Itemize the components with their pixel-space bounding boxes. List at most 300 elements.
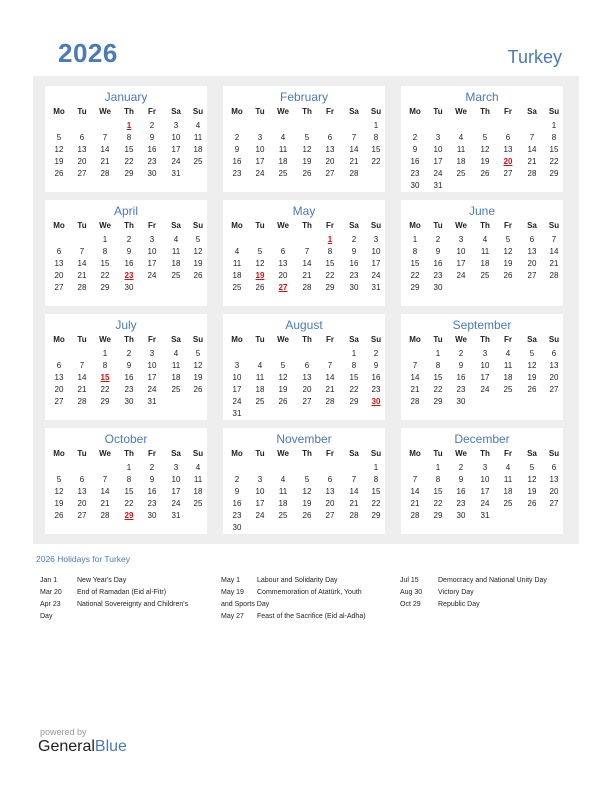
day-cell: 24 xyxy=(171,499,181,508)
day-cell: 11 xyxy=(255,373,265,382)
day-cell: 23 xyxy=(456,499,466,508)
powered-by-text: powered by xyxy=(40,727,87,737)
day-cell: 24 xyxy=(480,385,490,394)
holiday-date: May 27 xyxy=(221,613,244,620)
day-cell: 11 xyxy=(503,475,513,484)
weekday-header: Mo xyxy=(231,107,243,116)
day-cell: 18 xyxy=(278,499,288,508)
day-cell: 6 xyxy=(304,361,310,370)
month-february xyxy=(223,86,385,192)
day-cell: 22 xyxy=(100,271,110,280)
holiday-date: Apr 23 xyxy=(40,601,61,608)
holiday-entry xyxy=(221,575,411,587)
weekday-header: Su xyxy=(192,449,204,458)
day-cell: 15 xyxy=(549,145,559,154)
weekday-header: Tu xyxy=(77,335,87,344)
holiday-day-cell: 30 xyxy=(371,397,381,406)
day-cell: 20 xyxy=(325,499,335,508)
day-cell: 5 xyxy=(56,133,62,142)
day-cell: 27 xyxy=(77,169,87,178)
day-cell: 4 xyxy=(505,463,511,472)
weekday-header: Mo xyxy=(409,107,421,116)
day-cell: 7 xyxy=(529,133,535,142)
day-cell: 11 xyxy=(480,247,490,256)
day-cell: 16 xyxy=(124,259,134,268)
weekday-header: Th xyxy=(480,449,490,458)
weekday-header: Su xyxy=(192,221,204,230)
day-cell: 7 xyxy=(304,247,310,256)
day-cell: 2 xyxy=(126,235,132,244)
day-cell: 12 xyxy=(278,373,288,382)
day-cell: 12 xyxy=(193,361,203,370)
day-cell: 10 xyxy=(255,487,265,496)
day-cell: 20 xyxy=(77,499,87,508)
weekday-header: Su xyxy=(548,335,560,344)
day-cell: 8 xyxy=(126,133,132,142)
day-cell: 28 xyxy=(410,397,420,406)
day-cell: 12 xyxy=(255,259,265,268)
day-cell: 5 xyxy=(280,361,286,370)
day-cell: 24 xyxy=(433,169,443,178)
day-cell: 17 xyxy=(255,499,265,508)
day-cell: 8 xyxy=(102,247,108,256)
day-cell: 12 xyxy=(527,361,537,370)
day-cell: 20 xyxy=(325,157,335,166)
weekday-header: Sa xyxy=(349,335,359,344)
day-cell: 18 xyxy=(171,259,181,268)
day-cell: 4 xyxy=(482,235,488,244)
holiday-date: May 19 xyxy=(221,589,244,596)
day-cell: 21 xyxy=(325,385,335,394)
day-cell: 17 xyxy=(232,385,242,394)
day-cell: 1 xyxy=(102,349,108,358)
day-cell: 5 xyxy=(482,133,488,142)
day-cell: 18 xyxy=(232,271,242,280)
day-cell: 13 xyxy=(77,145,87,154)
weekday-header: Su xyxy=(370,335,382,344)
weekday-header: Sa xyxy=(171,335,181,344)
day-cell: 3 xyxy=(257,133,263,142)
holiday-day-cell: 23 xyxy=(124,271,134,280)
day-cell: 20 xyxy=(527,259,537,268)
day-cell: 30 xyxy=(456,511,466,520)
day-cell: 23 xyxy=(371,385,381,394)
day-cell: 15 xyxy=(433,487,443,496)
day-cell: 15 xyxy=(349,373,359,382)
day-cell: 25 xyxy=(171,271,181,280)
day-cell: 11 xyxy=(193,133,203,142)
day-cell: 25 xyxy=(232,283,242,292)
weekday-header: Mo xyxy=(53,221,65,230)
weekday-header: Th xyxy=(124,221,134,230)
weekday-header: Fr xyxy=(148,449,156,458)
day-cell: 6 xyxy=(551,349,557,358)
day-cell: 27 xyxy=(527,271,537,280)
day-cell: 19 xyxy=(302,499,312,508)
day-cell: 14 xyxy=(349,487,359,496)
day-cell: 25 xyxy=(278,169,288,178)
day-cell: 26 xyxy=(527,385,537,394)
month-title: August xyxy=(285,318,323,332)
day-cell: 13 xyxy=(77,487,87,496)
day-cell: 24 xyxy=(371,271,381,280)
day-cell: 13 xyxy=(302,373,312,382)
day-cell: 17 xyxy=(171,145,181,154)
day-cell: 13 xyxy=(54,373,64,382)
day-cell: 26 xyxy=(527,499,537,508)
day-cell: 20 xyxy=(54,385,64,394)
day-cell: 27 xyxy=(54,283,64,292)
day-cell: 31 xyxy=(171,169,181,178)
day-cell: 10 xyxy=(171,133,181,142)
day-cell: 24 xyxy=(171,157,181,166)
month-title: December xyxy=(454,432,510,446)
day-cell: 16 xyxy=(147,145,157,154)
weekday-header: Fr xyxy=(504,221,512,230)
day-cell: 12 xyxy=(54,145,64,154)
holiday-day-cell: 19 xyxy=(255,271,265,280)
day-cell: 14 xyxy=(527,145,537,154)
day-cell: 2 xyxy=(234,133,240,142)
weekday-header: We xyxy=(99,221,111,230)
day-cell: 6 xyxy=(505,133,511,142)
day-cell: 30 xyxy=(124,397,134,406)
day-cell: 15 xyxy=(124,145,134,154)
weekday-header: Tu xyxy=(77,107,87,116)
day-cell: 22 xyxy=(325,271,335,280)
day-cell: 3 xyxy=(173,121,179,130)
day-cell: 9 xyxy=(149,475,155,484)
day-cell: 11 xyxy=(193,475,203,484)
day-cell: 28 xyxy=(100,169,110,178)
day-cell: 18 xyxy=(503,487,513,496)
day-cell: 14 xyxy=(410,373,420,382)
day-cell: 8 xyxy=(435,475,441,484)
day-cell: 15 xyxy=(100,259,110,268)
weekday-header: Tu xyxy=(77,449,87,458)
day-cell: 11 xyxy=(232,259,242,268)
day-cell: 26 xyxy=(193,271,203,280)
holidays-title: 2026 Holidays for Turkey xyxy=(36,554,131,564)
day-cell: 30 xyxy=(124,283,134,292)
day-cell: 31 xyxy=(371,283,381,292)
holiday-name: Republic Day xyxy=(438,601,480,608)
day-cell: 19 xyxy=(54,499,64,508)
day-cell: 28 xyxy=(349,511,359,520)
day-cell: 4 xyxy=(280,133,286,142)
weekday-header: Mo xyxy=(231,335,243,344)
day-cell: 12 xyxy=(527,475,537,484)
day-cell: 22 xyxy=(124,499,134,508)
day-cell: 1 xyxy=(435,349,441,358)
holiday-name: New Year's Day xyxy=(77,577,127,584)
weekday-header: We xyxy=(277,107,289,116)
day-cell: 14 xyxy=(77,259,87,268)
weekday-header: Su xyxy=(548,107,560,116)
day-cell: 20 xyxy=(54,271,64,280)
day-cell: 20 xyxy=(278,271,288,280)
day-cell: 30 xyxy=(456,397,466,406)
day-cell: 10 xyxy=(147,361,157,370)
day-cell: 14 xyxy=(410,487,420,496)
day-cell: 16 xyxy=(124,373,134,382)
day-cell: 2 xyxy=(435,235,441,244)
weekday-header: Mo xyxy=(231,221,243,230)
day-cell: 28 xyxy=(349,169,359,178)
day-cell: 3 xyxy=(149,349,155,358)
weekday-header: Tu xyxy=(255,221,265,230)
weekday-header: Sa xyxy=(527,221,537,230)
day-cell: 22 xyxy=(371,157,381,166)
weekday-header: Mo xyxy=(409,335,421,344)
day-cell: 8 xyxy=(351,361,357,370)
day-cell: 15 xyxy=(410,259,420,268)
day-cell: 21 xyxy=(77,271,87,280)
day-cell: 27 xyxy=(325,169,335,178)
day-cell: 7 xyxy=(351,133,357,142)
day-cell: 26 xyxy=(302,169,312,178)
weekday-header: We xyxy=(455,107,467,116)
day-cell: 19 xyxy=(302,157,312,166)
weekday-header: Th xyxy=(124,335,134,344)
day-cell: 14 xyxy=(549,247,559,256)
day-cell: 7 xyxy=(412,475,418,484)
weekday-header: Su xyxy=(370,107,382,116)
day-cell: 12 xyxy=(302,145,312,154)
day-cell: 23 xyxy=(456,385,466,394)
day-cell: 9 xyxy=(126,361,132,370)
day-cell: 17 xyxy=(480,487,490,496)
day-cell: 14 xyxy=(325,373,335,382)
day-cell: 8 xyxy=(102,361,108,370)
day-cell: 6 xyxy=(280,247,286,256)
holiday-day-cell: 15 xyxy=(100,373,110,382)
day-cell: 11 xyxy=(456,145,466,154)
day-cell: 18 xyxy=(480,259,490,268)
holiday-name: National Sovereignty and Children's xyxy=(77,601,189,608)
weekday-header: Th xyxy=(302,107,312,116)
day-cell: 16 xyxy=(456,373,466,382)
day-cell: 10 xyxy=(433,145,443,154)
weekday-header: Tu xyxy=(433,221,443,230)
day-cell: 19 xyxy=(278,385,288,394)
day-cell: 27 xyxy=(54,397,64,406)
day-cell: 23 xyxy=(232,169,242,178)
day-cell: 10 xyxy=(371,247,381,256)
day-cell: 21 xyxy=(549,259,559,268)
day-cell: 29 xyxy=(371,511,381,520)
holiday-entry xyxy=(400,599,590,611)
day-cell: 29 xyxy=(100,283,110,292)
weekday-header: We xyxy=(99,335,111,344)
holiday-name: Democracy and National Unity Day xyxy=(438,577,547,584)
holiday-date: Mar 20 xyxy=(40,589,62,596)
weekday-header: Fr xyxy=(326,221,334,230)
weekday-header: Th xyxy=(124,449,134,458)
day-cell: 9 xyxy=(351,247,357,256)
day-cell: 29 xyxy=(433,397,443,406)
day-cell: 7 xyxy=(79,361,85,370)
day-cell: 1 xyxy=(551,121,557,130)
day-cell: 24 xyxy=(147,271,157,280)
day-cell: 2 xyxy=(149,463,155,472)
day-cell: 19 xyxy=(54,157,64,166)
month-title: October xyxy=(104,432,148,446)
day-cell: 21 xyxy=(100,157,110,166)
day-cell: 5 xyxy=(304,133,310,142)
month-title: March xyxy=(465,90,499,104)
day-cell: 28 xyxy=(100,511,110,520)
day-cell: 22 xyxy=(433,385,443,394)
day-cell: 21 xyxy=(527,157,537,166)
day-cell: 29 xyxy=(124,169,134,178)
weekday-header: Mo xyxy=(53,449,65,458)
weekday-header: Sa xyxy=(527,335,537,344)
weekday-header: Fr xyxy=(326,107,334,116)
day-cell: 9 xyxy=(234,487,240,496)
weekday-header: Tu xyxy=(433,107,443,116)
weekday-header: Sa xyxy=(171,107,181,116)
day-cell: 5 xyxy=(529,349,535,358)
day-cell: 27 xyxy=(503,169,513,178)
day-cell: 4 xyxy=(173,235,179,244)
day-cell: 5 xyxy=(505,235,511,244)
day-cell: 7 xyxy=(412,361,418,370)
day-cell: 17 xyxy=(456,259,466,268)
day-cell: 21 xyxy=(302,271,312,280)
day-cell: 28 xyxy=(549,271,559,280)
day-cell: 29 xyxy=(325,283,335,292)
day-cell: 20 xyxy=(302,385,312,394)
weekday-header: We xyxy=(277,335,289,344)
day-cell: 22 xyxy=(433,499,443,508)
day-cell: 26 xyxy=(480,169,490,178)
weekday-header: We xyxy=(277,221,289,230)
day-cell: 16 xyxy=(232,157,242,166)
holiday-name: Commemoration of Atatürk, Youth xyxy=(257,589,362,596)
holiday-entry xyxy=(40,575,230,587)
day-cell: 6 xyxy=(56,247,62,256)
day-cell: 25 xyxy=(503,499,513,508)
day-cell: 16 xyxy=(232,499,242,508)
day-cell: 22 xyxy=(371,499,381,508)
day-cell: 6 xyxy=(56,361,62,370)
month-title: June xyxy=(468,204,496,218)
month-june xyxy=(401,200,563,306)
day-cell: 14 xyxy=(349,145,359,154)
holiday-name: End of Ramadan (Eid al-Fitr) xyxy=(77,589,167,596)
weekday-header: Tu xyxy=(433,449,443,458)
day-cell: 26 xyxy=(278,397,288,406)
month-april xyxy=(45,200,207,306)
holiday-date: Aug 30 xyxy=(400,589,423,596)
day-cell: 22 xyxy=(549,157,559,166)
day-cell: 9 xyxy=(458,361,464,370)
holiday-entry xyxy=(40,599,230,623)
weekday-header: Th xyxy=(480,221,490,230)
day-cell: 25 xyxy=(171,385,181,394)
day-cell: 28 xyxy=(527,169,537,178)
month-october xyxy=(45,428,207,534)
day-cell: 30 xyxy=(433,283,443,292)
day-cell: 24 xyxy=(456,271,466,280)
day-cell: 16 xyxy=(147,487,157,496)
day-cell: 25 xyxy=(456,169,466,178)
day-cell: 18 xyxy=(456,157,466,166)
day-cell: 15 xyxy=(371,145,381,154)
day-cell: 1 xyxy=(102,235,108,244)
day-cell: 25 xyxy=(278,511,288,520)
day-cell: 7 xyxy=(102,475,108,484)
month-title: February xyxy=(279,90,329,104)
day-cell: 20 xyxy=(549,487,559,496)
weekday-header: Sa xyxy=(171,221,181,230)
weekday-header: Sa xyxy=(527,449,537,458)
day-cell: 17 xyxy=(255,157,265,166)
day-cell: 9 xyxy=(149,133,155,142)
weekday-header: Su xyxy=(548,221,560,230)
weekday-header: Th xyxy=(124,107,134,116)
day-cell: 25 xyxy=(193,499,203,508)
day-cell: 30 xyxy=(349,283,359,292)
day-cell: 2 xyxy=(458,349,464,358)
day-cell: 24 xyxy=(147,385,157,394)
weekday-header: Su xyxy=(192,335,204,344)
day-cell: 21 xyxy=(349,157,359,166)
day-cell: 12 xyxy=(503,247,513,256)
month-december xyxy=(401,428,563,534)
day-cell: 13 xyxy=(325,487,335,496)
day-cell: 29 xyxy=(549,169,559,178)
day-cell: 28 xyxy=(410,511,420,520)
weekday-header: Sa xyxy=(527,107,537,116)
day-cell: 10 xyxy=(147,247,157,256)
day-cell: 18 xyxy=(503,373,513,382)
day-cell: 23 xyxy=(147,157,157,166)
month-title: September xyxy=(452,318,512,332)
month-march xyxy=(401,86,563,192)
weekday-header: Mo xyxy=(53,335,65,344)
weekday-header: Mo xyxy=(231,449,243,458)
day-cell: 8 xyxy=(551,133,557,142)
day-cell: 16 xyxy=(371,373,381,382)
month-january xyxy=(45,86,207,192)
day-cell: 21 xyxy=(410,385,420,394)
day-cell: 11 xyxy=(171,361,181,370)
day-cell: 11 xyxy=(503,361,513,370)
day-cell: 18 xyxy=(171,373,181,382)
day-cell: 4 xyxy=(195,463,201,472)
day-cell: 24 xyxy=(480,499,490,508)
day-cell: 2 xyxy=(351,235,357,244)
day-cell: 27 xyxy=(549,499,559,508)
brand-logo[interactable] xyxy=(38,738,127,756)
day-cell: 12 xyxy=(193,247,203,256)
day-cell: 19 xyxy=(527,487,537,496)
weekday-header: Tu xyxy=(255,335,265,344)
weekday-header: Su xyxy=(370,221,382,230)
day-cell: 26 xyxy=(255,283,265,292)
weekday-header: We xyxy=(455,335,467,344)
holiday-date: Jan 1 xyxy=(40,577,58,584)
day-cell: 14 xyxy=(77,373,87,382)
day-cell: 18 xyxy=(255,385,265,394)
day-cell: 16 xyxy=(456,487,466,496)
day-cell: 17 xyxy=(147,259,157,268)
day-cell: 11 xyxy=(278,487,288,496)
day-cell: 3 xyxy=(435,133,441,142)
day-cell: 5 xyxy=(257,247,263,256)
